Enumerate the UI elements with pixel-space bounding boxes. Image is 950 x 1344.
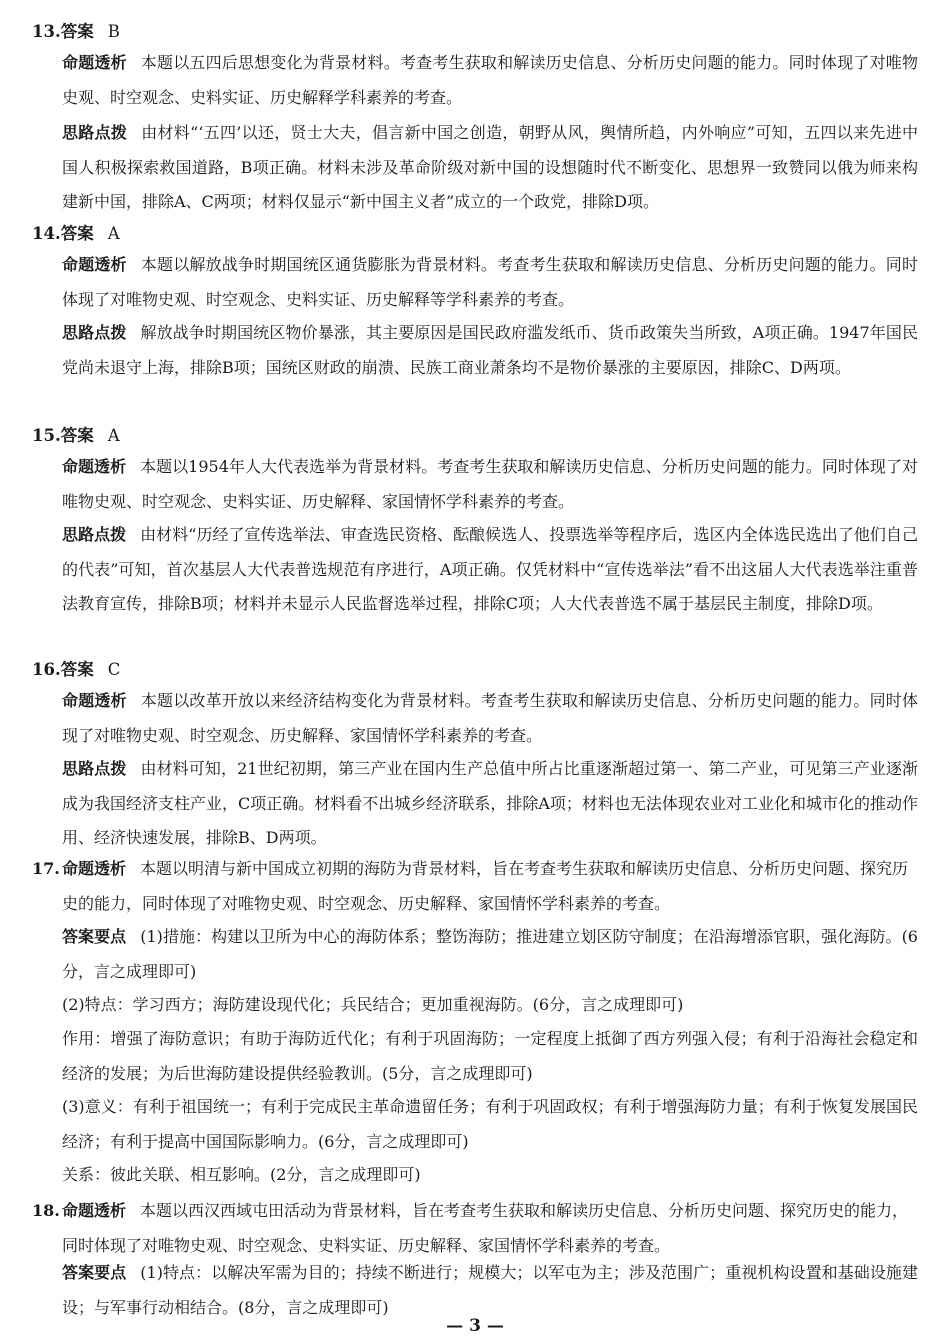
q16-number: 16. (32, 660, 61, 679)
q14-answer-label: 答案 (60, 224, 94, 243)
q17-point-1-text: (1)措施：构建以卫所为中心的海防体系；整饬海防；推进建立划区防守制度；在沿海增添官职，强化海防。(6分，言之成理即可) (62, 927, 918, 981)
q15-guide-label: 思路点拨 (62, 525, 127, 544)
q14-analysis (62, 248, 918, 317)
q13-answer: B (107, 22, 120, 41)
q16-guide-label: 思路点拨 (62, 759, 127, 778)
q14-analysis-label: 命题透析 (62, 255, 127, 274)
q17-point-5: 关系：彼此关联、相互影响。(2分，言之成理即可) (62, 1165, 421, 1184)
q16-analysis (62, 684, 918, 753)
q15-header (32, 422, 120, 446)
q16-analysis-text: 本题以改革开放以来经济结构变化为背景材料。考查考生获取和解读历史信息、分析历史问题的能力。同时体现了对唯物史观、时空观念、历史解释、家国情怀学科素养的考查。 (62, 691, 918, 745)
q14-answer: A (107, 224, 120, 243)
page-number: — 3 — (446, 1316, 504, 1336)
q17-points-label: 答案要点 (62, 927, 127, 946)
q18-analysis-label: 命题透析 (62, 1201, 127, 1220)
q14-analysis-text: 本题以解放战争时期国统区通货膨胀为背景材料。考查考生获取和解读历史信息、分析历史问题的能力。同时体现了对唯物史观、时空观念、史料实证、历史解释等学科素养的考查。 (62, 255, 918, 309)
q15-guide-text: 由材料“历经了宣传选举法、审查选民资格、酝酿候选人、投票选举等程序后，选区内全体选民选出了他们自己的代表”可知，首次基层人大代表普选规范有序进行，A项正确。仅凭材料中“宣传选举法”看不出这届人大代表选举注重普法教育宣传，排除B项；材料并未显示人民监督选举过程，排除C项；人大代表普选不属于基层民主制度，排除D项。 (62, 525, 918, 613)
q13-analysis-text: 本题以五四后思想变化为背景材料。考查考生获取和解读历史信息、分析历史问题的能力。同时体现了对唯物史观、时空观念、史料实证、历史解释学科素养的考查。 (62, 53, 918, 107)
q18-analysis (32, 1194, 918, 1263)
q15-number: 15. (32, 426, 61, 445)
q13-guide-text: 由材料“‘五四’以还，贤士大夫，倡言新中国之创造，朝野从风，舆情所趋，内外响应”可知，五四以来先进中国人积极探索救国道路，B项正确。材料未涉及革命阶级对新中国的设想随时代不断变化、思想界一致赞同以俄为师来构建新中国，排除A、C两项；材料仅显示“新中国主义者”成立的一个政党，排除D项。 (62, 123, 918, 211)
q17-analysis-label: 命题透析 (62, 859, 127, 878)
q18-points-label: 答案要点 (62, 1263, 127, 1282)
q13-answer-label: 答案 (60, 22, 94, 41)
q13-guide-label: 思路点拨 (62, 123, 128, 142)
q17-analysis (32, 852, 918, 921)
q13-analysis-label: 命题透析 (62, 53, 127, 72)
q13-number: 13. (32, 22, 61, 41)
q17-point-2: (2)特点：学习西方；海防建设现代化；兵民结合；更加重视海防。(6分，言之成理即可) (62, 995, 684, 1014)
q18-number: 18. (32, 1201, 60, 1220)
q13-header (32, 18, 120, 42)
q14-number: 14. (32, 224, 61, 243)
q14-guide-label: 思路点拨 (62, 323, 127, 342)
q16-header (32, 656, 120, 680)
q14-header (32, 220, 120, 244)
q17-analysis-text: 本题以明清与新中国成立初期的海防为背景材料，旨在考查考生获取和解读历史信息、分析历史问题、探究历史的能力，同时体现了对唯物史观、时空观念、历史解释、家国情怀学科素养的考查。 (62, 859, 909, 913)
q13-analysis (62, 46, 918, 115)
q16-guide (62, 752, 918, 856)
q15-analysis-label: 命题透析 (62, 457, 127, 476)
q15-answer-label: 答案 (60, 426, 94, 445)
q15-answer: A (107, 426, 120, 445)
q17-number: 17. (32, 859, 60, 878)
q16-analysis-label: 命题透析 (62, 691, 127, 710)
q16-guide-text: 由材料可知，21世纪初期，第三产业在国内生产总值中所占比重逐渐超过第一、第二产业，可见第三产业逐渐成为我国经济支柱产业，C项正确。材料看不出城乡经济联系，排除A项；材料也无法体现农业对工业化和城市化的推动作用、经济快速发展，排除B、D两项。 (62, 759, 918, 847)
q15-guide (62, 518, 918, 622)
q13-guide (62, 116, 918, 220)
q18-analysis-text: 本题以西汉西域屯田活动为背景材料，旨在考查考生获取和解读历史信息、分析历史问题、探究历史的能力，同时体现了对唯物史观、时空观念、史料实证、历史解释、家国情怀学科素养的考查。 (62, 1201, 909, 1255)
q18-point-1-text: (1)特点：以解决军需为目的；持续不断进行；规模大；以军屯为主；涉及范围广；重视机构设置和基础设施建设；与军事行动相结合。(8分，言之成理即可) (62, 1263, 918, 1317)
q14-guide (62, 316, 918, 385)
q15-analysis-text: 本题以1954年人大代表选举为背景材料。考查考生获取和解读历史信息、分析历史问题的能力。同时体现了对唯物史观、时空观念、史料实证、历史解释、家国情怀学科素养的考查。 (62, 457, 918, 511)
q14-guide-text: 解放战争时期国统区物价暴涨，其主要原因是国民政府滥发纸币、货币政策失当所致，A项正确。1947年国民党尚未退守上海，排除B项；国统区财政的崩溃、民族工商业萧条均不是物价暴涨的主要原因，排除C、D两项。 (62, 323, 918, 377)
q16-answer-label: 答案 (60, 660, 94, 679)
q16-answer: C (107, 660, 121, 679)
q18-point-1 (62, 1256, 918, 1325)
q17-point-4: (3)意义：有利于祖国统一；有利于完成民主革命遗留任务；有利于巩固政权；有利于增强海防力量；有利于恢复发展国民经济；有利于提高中国国际影响力。(6分，言之成理即可) (62, 1097, 918, 1151)
q17-point-3: 作用：增强了海防意识；有助于海防近代化；有利于巩固海防；一定程度上抵御了西方列强入侵；有利于沿海社会稳定和经济的发展；为后世海防建设提供经验教训。(5分，言之成理即可) (62, 1029, 918, 1083)
q15-analysis (62, 450, 918, 519)
q17-point-1 (62, 920, 918, 989)
